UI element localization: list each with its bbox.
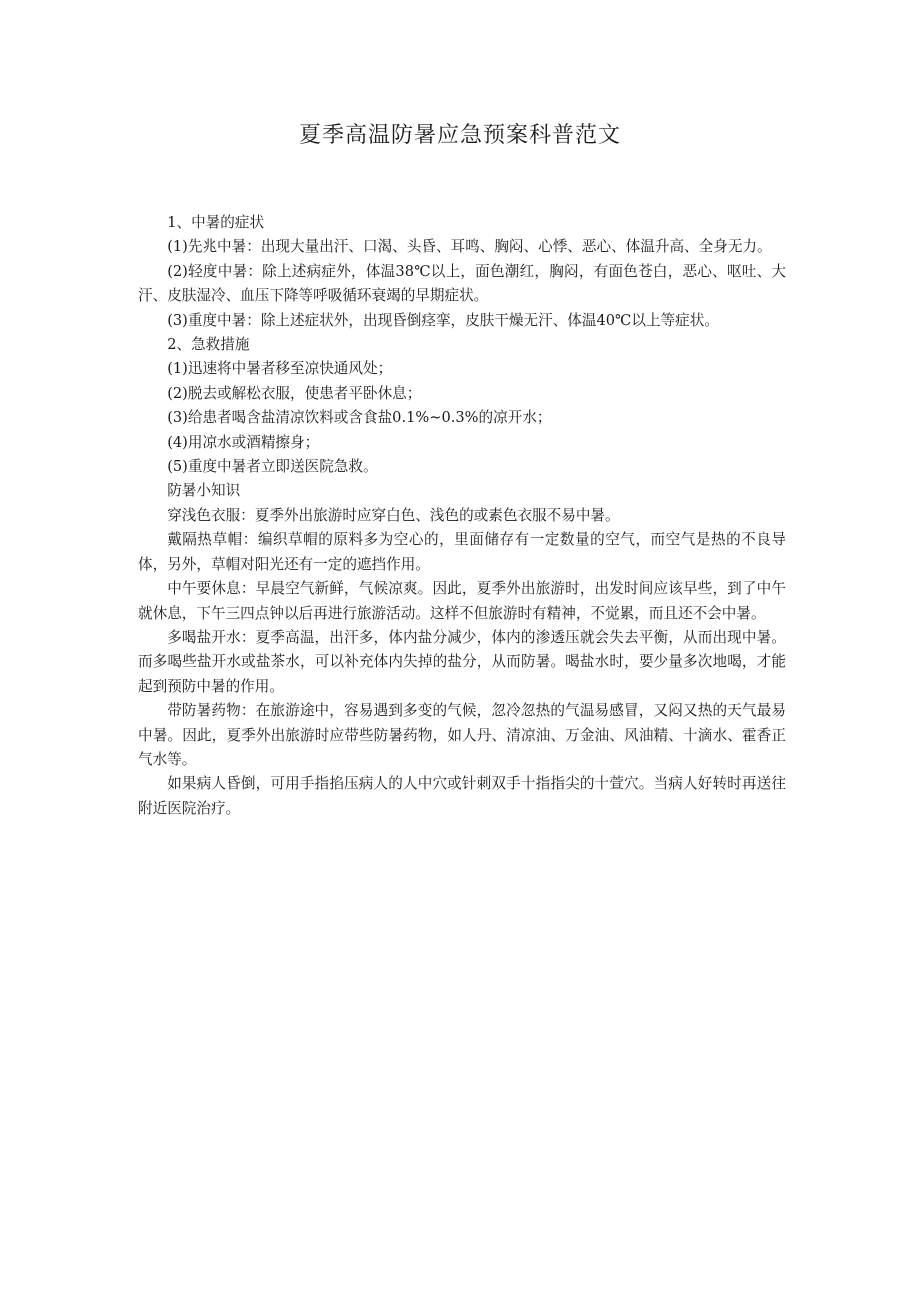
paragraph-symptom-2: (2)轻度中暑：除上述病症外，体温38℃以上，面色潮红，胸闷，有面色苍白，恶心、呕吐、大汗、皮肤湿冷、血压下降等呼吸循环衰竭的早期症状。	[138, 262, 786, 305]
paragraph-symptom-1: (1)先兆中暑：出现大量出汗、口渴、头昏、耳鸣、胸闷、心悸、恶心、体温升高、全身无力。	[167, 238, 772, 256]
paragraph-tip-medicine: 带防暑药物：在旅游途中，容易遇到多变的气候，忽冷忽热的气温易感冒，又闷又热的天气最易中暑。因此，夏季外出旅游时应带些防暑药物，如人丹、清凉油、万金油、风油精、十滴水、霍香正气水等。	[138, 702, 786, 768]
section-heading-tips: 防暑小知识	[167, 482, 241, 500]
paragraph-tip-hat: 戴隔热草帽：编织草帽的原料多为空心的，里面储存有一定数量的空气，而空气是热的不良导体，另外，草帽对阳光还有一定的遮挡作用。	[138, 531, 786, 573]
paragraph-aid-1: (1)迅速将中暑者移至凉快通风处；	[167, 360, 393, 378]
paragraph-aid-2: (2)脱去或解松衣服，使患者平卧休息；	[167, 384, 422, 402]
section-heading-first-aid: 2、急救措施	[167, 336, 250, 354]
paragraph-tip-clothing: 穿浅色衣服：夏季外出旅游时应穿白色、浅色的或素色衣服不易中暑。	[167, 506, 620, 524]
paragraph-aid-5: (5)重度中暑者立即送医院急救。	[167, 458, 378, 476]
paragraph-tip-fainting: 如果病人昏倒，可用手指掐压病人的人中穴或针刺双手十指指尖的十萱穴。当病人好转时再送往附近医院治疗。	[138, 775, 786, 817]
paragraph-tip-rest: 中午要休息：早晨空气新鲜，气候凉爽。因此，夏季外出旅游时，出发时间应该早些，到了中午就休息，下午三四点钟以后再进行旅游活动。这样不但旅游时有精神，不觉累，而且还不会中暑。	[138, 580, 786, 622]
paragraph-symptom-3: (3)重度中暑：除上述症状外，出现昏倒痉挛，皮肤干燥无汗、体温40℃以上等症状。	[167, 311, 719, 329]
document-body	[138, 211, 786, 821]
paragraph-tip-salt-water: 多喝盐开水：夏季高温，出汗多，体内盐分减少，体内的渗透压就会失去平衡，从而出现中暑。而多喝些盐开水或盐茶水，可以补充体内失掉的盐分，从而防暑。喝盐水时，要少量多次地喝，才能起到预防中暑的作用。	[138, 628, 786, 695]
paragraph-aid-4: (4)用凉水或酒精擦身；	[167, 433, 320, 451]
document-title: 夏季高温防暑应急预案科普范文	[298, 123, 621, 148]
section-heading-symptoms: 1、中暑的症状	[167, 214, 265, 231]
paragraph-aid-3: (3)给患者喝含盐清凉饮料或含食盐0.1%~0.3%的凉开水；	[167, 409, 552, 427]
